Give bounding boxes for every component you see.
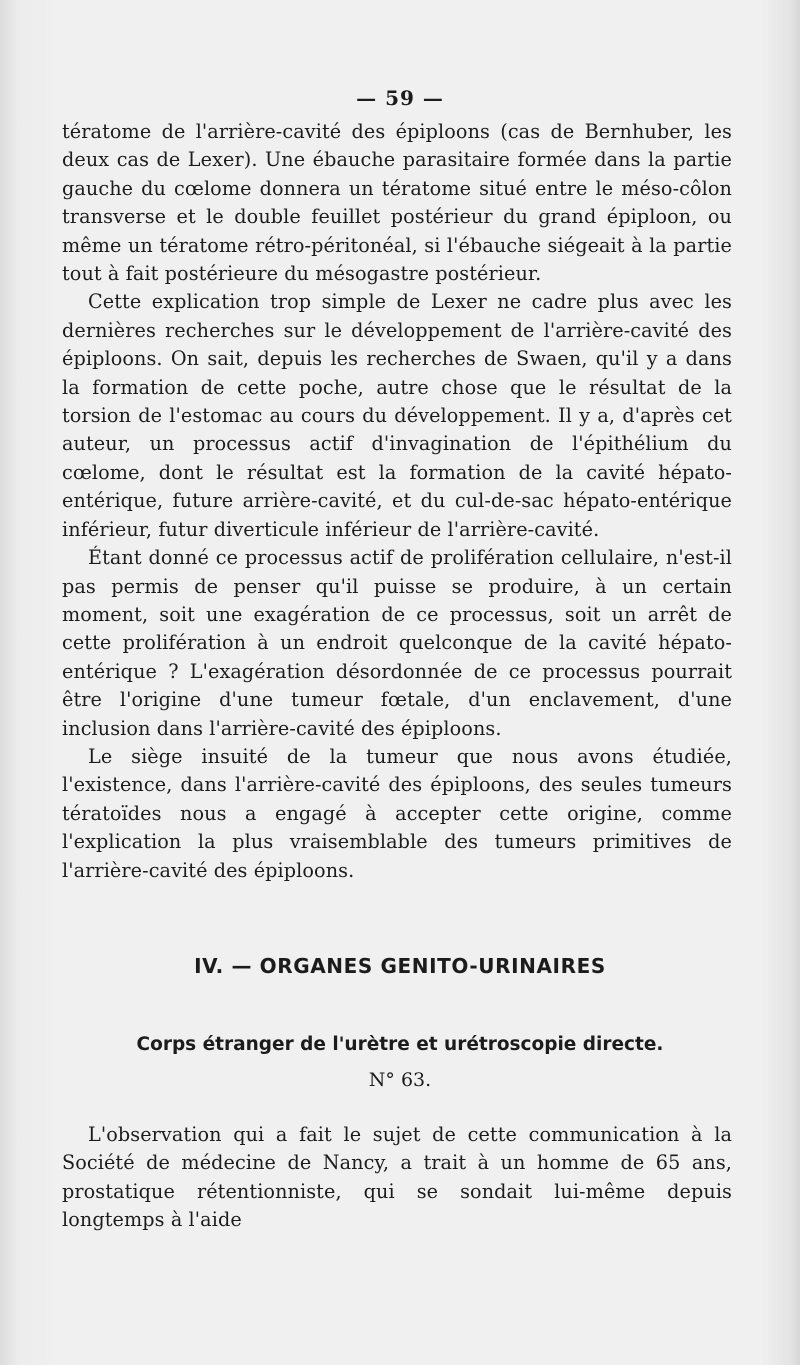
observation-number: N° 63. (368, 1069, 432, 1091)
paragraph-proliferation: Étant donné ce processus actif de prolifération cellulaire, n'est-il pas permis de penser qu'il puisse se produire, à un certain moment, soit une exagération de ce processus, soit un arrêt de cette prolifération à un endroit quelconque de la cavité hépato-entérique ? L'exagération désordonnée de ce processus pourrait être l'origine d'une tumeur fœtale, d'un enclavement, d'une inclusion dans l'arrière-cavité des épiploons. (62, 546, 732, 740)
body-text-top (62, 118, 732, 885)
paragraph-conclusion: Le siège insuité de la tumeur que nous avons étudiée, l'existence, dans l'arrière-cavité des épiploons, des seules tumeurs tératoïdes nous a engagé à accepter cette origine, comme l'explication la plus vraisemblable des tumeurs primitives de l'arrière-cavité des épiploons. (62, 744, 732, 882)
paragraph-observation: L'observation qui a fait le sujet de cette communication à la Société de médecine de Nancy, a trait à un homme de 65 ans, prostatique rétentionniste, qui se sondait lui-même depuis longtemps à l'aide (62, 1123, 732, 1232)
section-title: IV. — ORGANES GENITO-URINAIRES (194, 954, 606, 978)
paragraph-lexer-explanation: Cette explication trop simple de Lexer ne cadre plus avec les dernières recherches sur le développement de l'arrière-cavité des épiploons. On sait, depuis les recherches de Swaen, qu'il y a dans la formation de cette poche, autre chose que le résultat de la torsion de l'estomac au cours du développement. Il y a, d'après cet auteur, un processus actif d'invagination de l'épithélium du cœlome, dont le résultat est la formation de la cavité hépato-entérique, future arrière-cavité, et du cul-de-sac hépato-entérique inférieur, futur diverticule inférieur de l'arrière-cavité. (62, 290, 732, 541)
subsection-title: Corps étranger de l'urètre et urétroscopie directe. (136, 1034, 664, 1055)
body-text-bottom (62, 1121, 732, 1235)
page-number: — 59 — (356, 86, 444, 110)
paragraph-continuation: tératome de l'arrière-cavité des épiploons (cas de Bernhuber, les deux cas de Lexer). Une ébauche parasitaire formée dans la partie gauche du cœlome donnera un tératome situé entre le méso-côlon transverse et le double feuillet postérieur du grand épiploon, ou même un tératome rétro-péritonéal, si l'ébauche siégeait à la partie tout à fait postérieure du mésogastre postérieur. (62, 120, 732, 286)
